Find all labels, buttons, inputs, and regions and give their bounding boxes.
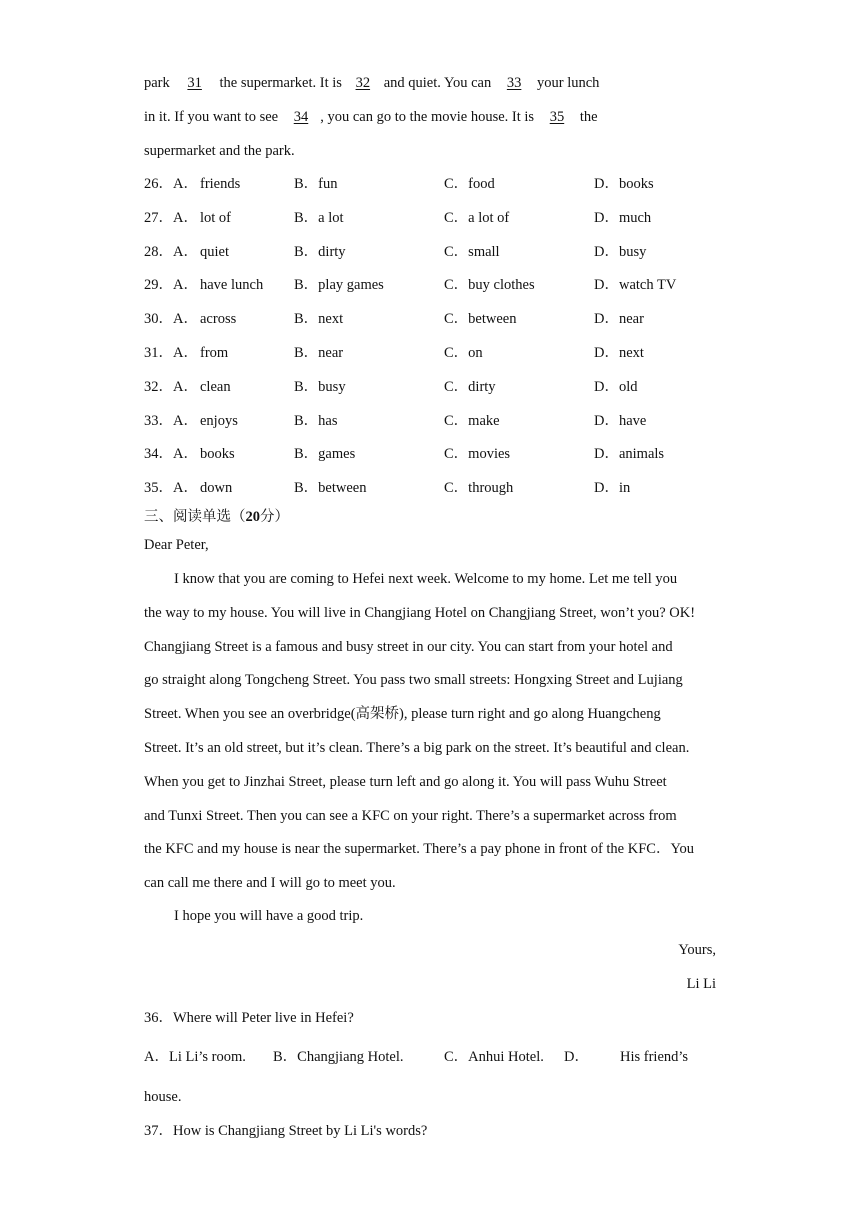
option-d[interactable]: D．watch TV <box>594 277 677 293</box>
option-row <box>144 242 764 262</box>
option-c[interactable]: C．buy clothes <box>444 277 535 293</box>
option-number: 28．A． <box>144 244 198 260</box>
letter-line: When you get to Jinzhai Street, please turn left and go along it. You will pass Wuhu Street <box>144 774 667 790</box>
blank-34[interactable]: 34 <box>293 109 309 125</box>
option-c[interactable]: C．through <box>444 480 514 496</box>
option-d[interactable]: D．old <box>594 379 638 395</box>
letter-greeting: Dear Peter, <box>144 537 209 553</box>
option-number: 31．A． <box>144 345 198 361</box>
blank-35[interactable]: 35 <box>549 109 565 125</box>
option-row <box>144 411 764 431</box>
option-b[interactable]: B．dirty <box>294 244 346 260</box>
option-a[interactable]: enjoys <box>200 413 238 429</box>
letter-line: Street. When you see an overbridge(高架桥), please turn right and go along Huangcheng <box>144 706 661 722</box>
option-d[interactable]: D．animals <box>594 446 665 462</box>
option-d[interactable]: D．busy <box>594 244 647 260</box>
option-d[interactable]: D．in <box>594 480 631 496</box>
blank-31[interactable]: 31 <box>187 75 202 91</box>
letter-signature: Li Li <box>686 976 716 992</box>
letter-line: and Tunxi Street. Then you can see a KFC on your right. There’s a supermarket across from <box>144 808 677 824</box>
option-c[interactable]: C．dirty <box>444 379 496 395</box>
option-b[interactable]: B．has <box>294 413 338 429</box>
letter-closing: Yours, <box>678 942 716 958</box>
option-b[interactable]: B．a lot <box>294 210 344 226</box>
question-36-option-b[interactable]: B．Changjiang Hotel. <box>273 1049 404 1065</box>
blank-33[interactable]: 33 <box>506 75 522 91</box>
letter-line: Street. It’s an old street, but it’s clean. There’s a big park on the street. It’s beautiful and clean. <box>144 740 690 756</box>
option-a[interactable]: down <box>200 480 233 496</box>
option-b[interactable]: B．near <box>294 345 344 361</box>
passage-line-1: park 31 the supermarket. It is 32 and quiet. You can 33 your lunch <box>144 75 600 91</box>
option-b[interactable]: B．games <box>294 446 356 462</box>
option-d[interactable]: D．books <box>594 176 654 192</box>
option-row <box>144 275 764 295</box>
option-b[interactable]: B．busy <box>294 379 346 395</box>
question-36-option-d-label[interactable]: D． <box>564 1049 589 1065</box>
option-number: 26．A． <box>144 176 198 192</box>
option-row <box>144 377 764 397</box>
option-c[interactable]: C．between <box>444 311 517 327</box>
option-row <box>144 444 764 464</box>
option-b[interactable]: B．between <box>294 480 367 496</box>
letter-line: can call me there and I will go to meet you. <box>144 875 396 891</box>
option-b[interactable]: B．play games <box>294 277 384 293</box>
option-number: 32．A． <box>144 379 198 395</box>
question-36-options <box>144 1047 764 1067</box>
option-number: 33．A． <box>144 413 198 429</box>
option-number: 35．A． <box>144 480 198 496</box>
option-d[interactable]: D．much <box>594 210 652 226</box>
option-row <box>144 174 764 194</box>
option-c[interactable]: C．make <box>444 413 500 429</box>
letter-line: the way to my house. You will live in Changjiang Hotel on Changjiang Street, won’t you? OK! <box>144 605 696 621</box>
option-number: 34．A． <box>144 446 198 462</box>
question-37-stem: 37．How is Changjiang Street by Li Li's words? <box>144 1123 428 1139</box>
option-row <box>144 309 764 329</box>
option-a[interactable]: from <box>200 345 229 361</box>
option-c[interactable]: C．food <box>444 176 495 192</box>
option-a[interactable]: friends <box>200 176 241 192</box>
option-row <box>144 343 764 363</box>
question-36-option-d-continued: house. <box>144 1089 182 1105</box>
option-d[interactable]: D．have <box>594 413 647 429</box>
option-b[interactable]: B．next <box>294 311 344 327</box>
passage-line-2: in it. If you want to see 34 , you can go to the movie house. It is 35 the <box>144 109 598 125</box>
letter-wish: I hope you will have a good trip. <box>174 908 364 924</box>
option-c[interactable]: C．small <box>444 244 500 260</box>
section-title: 三、阅读单选（20分） <box>144 509 289 525</box>
question-36-option-a[interactable]: A．Li Li’s room. <box>144 1049 246 1065</box>
option-d[interactable]: D．near <box>594 311 644 327</box>
option-row <box>144 478 764 498</box>
option-a[interactable]: lot of <box>200 210 232 226</box>
passage-line-3: supermarket and the park. <box>144 143 295 159</box>
option-row <box>144 208 764 228</box>
question-36-option-d-text[interactable]: His friend’s <box>620 1049 689 1065</box>
option-number: 30．A． <box>144 311 198 327</box>
option-number: 27．A． <box>144 210 198 226</box>
letter-line: go straight along Tongcheng Street. You pass two small streets: Hongxing Street and Lujiang <box>144 672 683 688</box>
option-a[interactable]: across <box>200 311 237 327</box>
option-a[interactable]: clean <box>200 379 231 395</box>
option-a[interactable]: books <box>200 446 235 462</box>
letter-line: Changjiang Street is a famous and busy street in our city. You can start from your hotel and <box>144 639 673 655</box>
option-c[interactable]: C．on <box>444 345 483 361</box>
letter-line: the KFC and my house is near the supermarket. There’s a pay phone in front of the KFC．You <box>144 841 694 857</box>
option-number: 29．A． <box>144 277 198 293</box>
option-a[interactable]: quiet <box>200 244 229 260</box>
question-36-stem: 36．Where will Peter live in Hefei? <box>144 1010 354 1026</box>
option-b[interactable]: B．fun <box>294 176 338 192</box>
letter-line: I know that you are coming to Hefei next week. Welcome to my home. Let me tell you <box>174 571 678 587</box>
question-36-option-c[interactable]: C．Anhui Hotel. <box>444 1049 544 1065</box>
option-d[interactable]: D．next <box>594 345 644 361</box>
option-c[interactable]: C．movies <box>444 446 511 462</box>
option-c[interactable]: C．a lot of <box>444 210 510 226</box>
option-a[interactable]: have lunch <box>200 277 264 293</box>
blank-32[interactable]: 32 <box>355 75 371 91</box>
